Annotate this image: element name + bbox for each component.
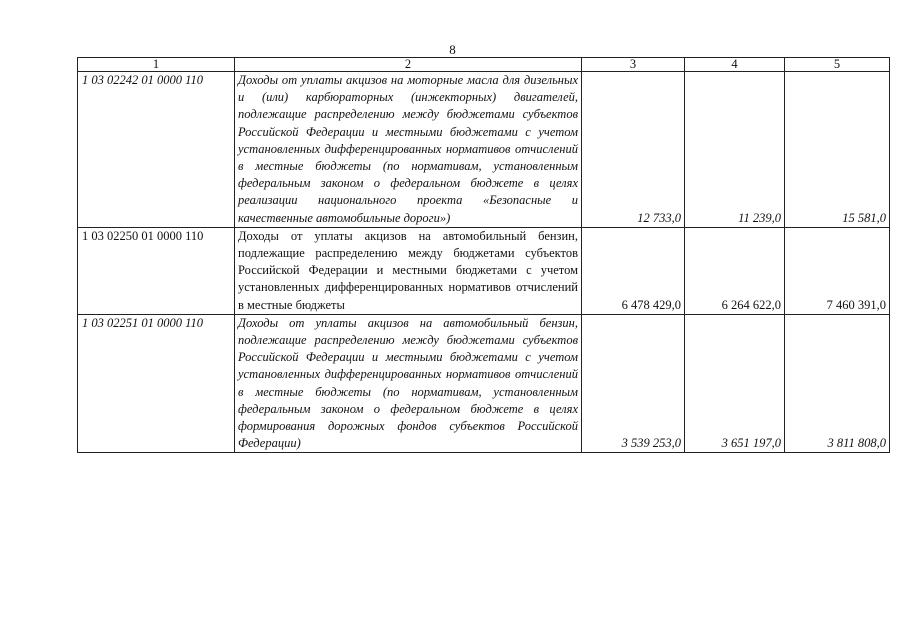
table-row: [78, 227, 890, 314]
column-header-2: 2: [235, 58, 582, 72]
value-col5-cell: 7 460 391,0: [785, 227, 890, 314]
column-header-3: 3: [582, 58, 685, 72]
value-col4-cell: 3 651 197,0: [685, 314, 785, 453]
value-col4-cell: 6 264 622,0: [685, 227, 785, 314]
table-row: [78, 72, 890, 228]
value-col3-cell: 6 478 429,0: [582, 227, 685, 314]
column-header-5: 5: [785, 58, 890, 72]
description-cell: Доходы от уплаты акцизов на автомобильный бензин, подлежащие распределению между бюджетами субъектов Российской Федерации и местными бюджетами с учетом установленных дифференцированных нормативов отчислений в местные бюджеты (по нормативам, установленным федеральным законом о федеральном бюджете в целях формирования дорожных фондов субъектов Российской Федерации): [235, 314, 582, 453]
column-header-1: 1: [78, 58, 235, 72]
table-header-row: [78, 58, 890, 72]
table-row: [78, 314, 890, 453]
description-cell: Доходы от уплаты акцизов на моторные масла для дизельных и (или) карбюраторных (инжекторных) двигателей, подлежащие распределению между бюджетами субъектов Российской Федерации и местными бюджетами с учетом установленных дифференцированных нормативов отчислений в местные бюджеты (по нормативам, установленным федеральным законом о федеральном бюджете в целях реализации национального проекта «Безопасные и качественные автомобильные дороги»): [235, 72, 582, 228]
column-header-4: 4: [685, 58, 785, 72]
budget-code-cell: 1 03 02250 01 0000 110: [78, 227, 235, 314]
budget-revenue-table: [77, 57, 890, 453]
page-number: 8: [449, 42, 456, 57]
value-col3-cell: 12 733,0: [582, 72, 685, 228]
budget-code-cell: 1 03 02242 01 0000 110: [78, 72, 235, 228]
value-col4-cell: 11 239,0: [685, 72, 785, 228]
description-cell: Доходы от уплаты акцизов на автомобильный бензин, подлежащие распределению между бюджетами субъектов Российской Федерации и местными бюджетами с учетом установленных дифференцированных нормативов отчислений в местные бюджеты: [235, 227, 582, 314]
value-col3-cell: 3 539 253,0: [582, 314, 685, 453]
budget-code-cell: 1 03 02251 01 0000 110: [78, 314, 235, 453]
value-col5-cell: 3 811 808,0: [785, 314, 890, 453]
value-col5-cell: 15 581,0: [785, 72, 890, 228]
